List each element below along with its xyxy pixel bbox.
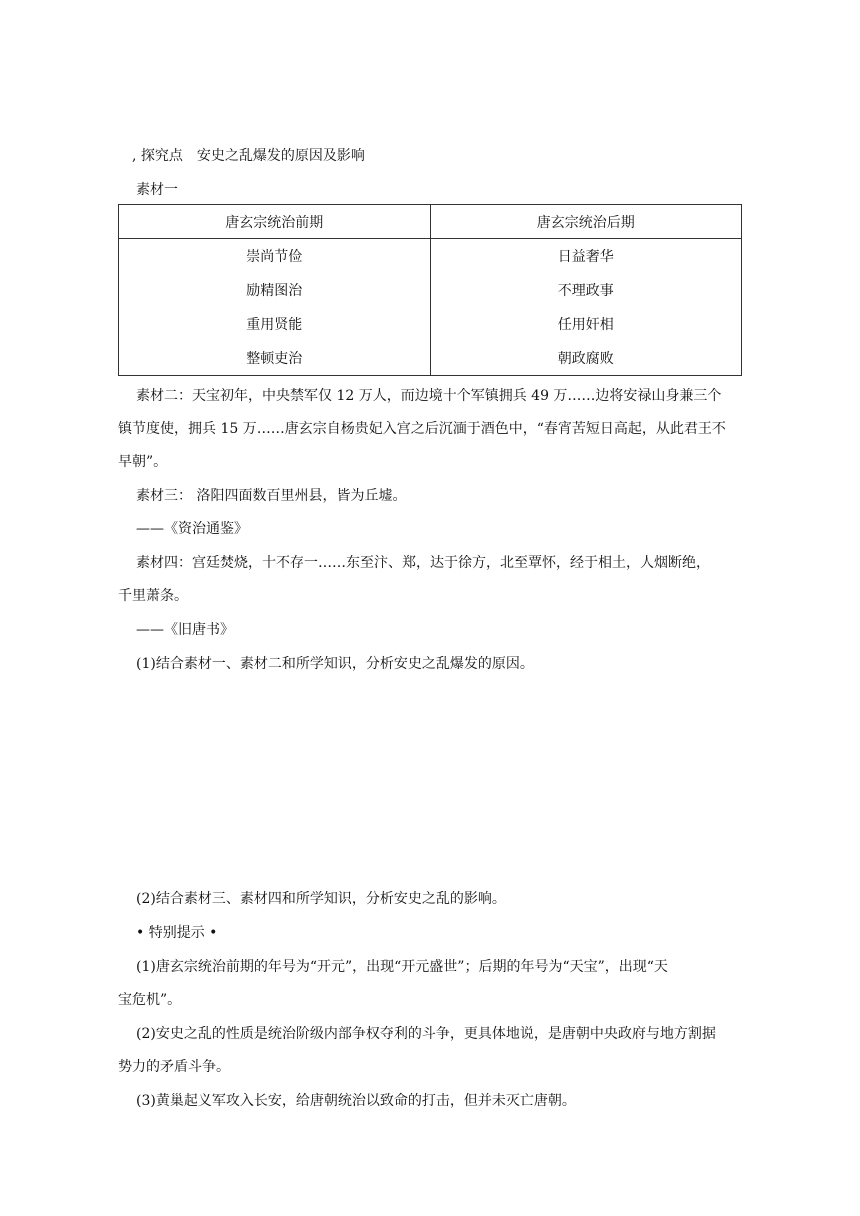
tip-1-line: 宝危机”。 (118, 992, 182, 1008)
column-header-late: 唐玄宗统治后期 (430, 205, 742, 239)
table-cell: 日益奢华 (430, 239, 742, 274)
material4-line: 千里萧条。 (118, 588, 188, 604)
material2-line: 素材二：天宝初年，中央禁军仅 12 万人，而边境十个军镇拥兵 49 万……边将安禄山身兼三个 (136, 388, 722, 404)
table-cell: 重用贤能 (119, 307, 431, 341)
material2-line: 镇节度使，拥兵 15 万……唐玄宗自杨贵妃入宫之后沉湎于酒色中，“春宵苦短日高起，从此君王不 (118, 421, 726, 437)
table-cell: 朝政腐败 (430, 341, 742, 376)
table-row (119, 273, 742, 307)
tip-3: (3)黄巢起义军攻入长安，给唐朝统治以致命的打击，但并未灭亡唐朝。 (136, 1093, 576, 1109)
tips-label: • 特别提示 • (136, 925, 218, 941)
table-row (119, 307, 742, 341)
tip-1-line: (1)唐玄宗统治前期的年号为“开元”，出现“开元盛世”；后期的年号为“天宝”，出现“天 (136, 959, 668, 975)
column-header-early: 唐玄宗统治前期 (119, 205, 431, 239)
table-header-row (119, 205, 742, 239)
material1-label: 素材一 (136, 182, 178, 198)
material3-source: ——《资治通鉴》 (136, 521, 248, 537)
table-cell: 励精图治 (119, 273, 431, 307)
tip-2-line: (2)安史之乱的性质是统治阶级内部争权夺利的斗争，更具体地说，是唐朝中央政府与地方割据 (136, 1026, 716, 1042)
table-cell: 整顿吏治 (119, 341, 431, 376)
material2-line: 早朝”。 (118, 454, 168, 470)
section-heading: , 探究点 安史之乱爆发的原因及影响 (132, 148, 365, 164)
question-1: (1)结合素材一、素材二和所学知识，分析安史之乱爆发的原因。 (136, 656, 534, 672)
material3-text: 素材三： 洛阳四面数百里州县，皆为丘墟。 (136, 488, 407, 504)
tip-2-line: 势力的矛盾斗争。 (118, 1059, 230, 1075)
table-cell: 任用奸相 (430, 307, 742, 341)
table-row (119, 341, 742, 376)
material4-line: 素材四：宫廷焚烧，十不存一……东至汴、郑，达于徐方，北至覃怀，经于相土，人烟断绝， (136, 555, 710, 571)
table-row (119, 239, 742, 274)
question-2: (2)结合素材三、素材四和所学知识，分析安史之乱的影响。 (136, 891, 506, 907)
table-cell: 不理政事 (430, 273, 742, 307)
material4-source: ——《旧唐书》 (136, 622, 234, 638)
table-cell: 崇尚节俭 (119, 239, 431, 274)
comparison-table (118, 204, 742, 376)
